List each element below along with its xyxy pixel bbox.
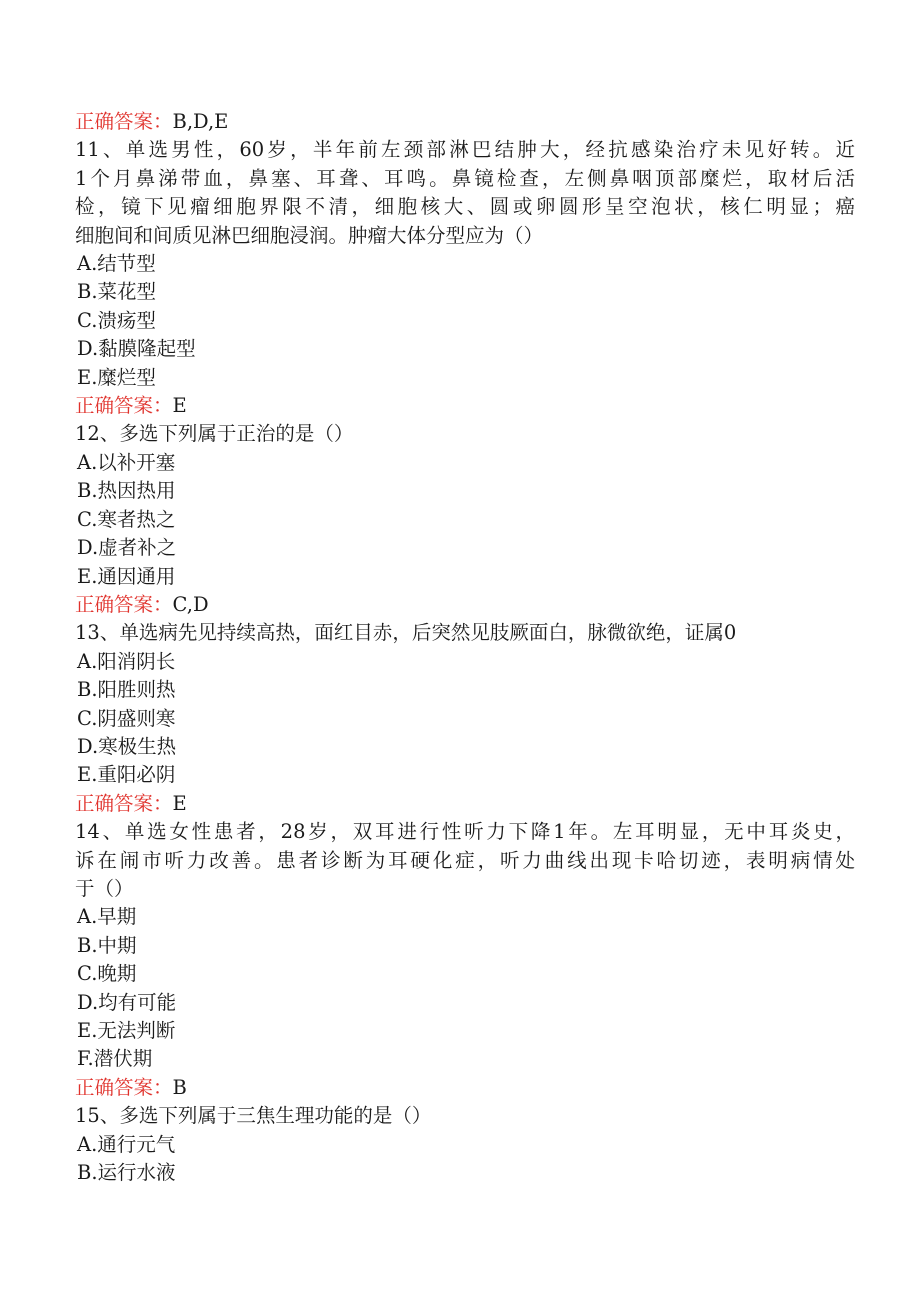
option: A.阳消阴长 <box>77 649 176 673</box>
option: A.以补开塞 <box>77 450 176 474</box>
option: A.早期 <box>77 905 137 929</box>
option: D.均有可能 <box>77 990 177 1014</box>
answer-line <box>75 1074 855 1102</box>
option: A.通行元气 <box>77 1132 176 1156</box>
question-block <box>75 420 855 619</box>
answer-label: 正确答案： <box>75 394 173 418</box>
answer-line <box>75 591 855 619</box>
question-block <box>75 1102 855 1187</box>
question-line: 检，镜下见瘤细胞界限不清，细胞核大、圆或卵圆形呈空泡状，核仁明显；癌 <box>75 195 855 219</box>
question-block <box>75 136 855 420</box>
option: C.阴盛则寒 <box>77 706 176 730</box>
question-block <box>75 818 855 1102</box>
option: B.菜花型 <box>77 280 157 304</box>
option: D.寒极生热 <box>77 734 177 758</box>
question-line: 细胞间和间质见淋巴细胞浸润。肿瘤大体分型应为（） <box>75 223 544 247</box>
question-line: 12、多选下列属于正治的是（） <box>75 422 354 446</box>
document-page <box>75 108 855 1187</box>
option: D.虚者补之 <box>77 536 177 560</box>
answer-label: 正确答案： <box>75 592 173 616</box>
option: B.中期 <box>77 933 137 957</box>
answer-label: 正确答案： <box>75 1075 173 1099</box>
option: A.结节型 <box>77 252 156 276</box>
option: B.运行水液 <box>77 1161 176 1185</box>
option: C.溃疡型 <box>77 308 156 332</box>
question-line: 于（） <box>75 876 134 900</box>
answer-line <box>75 392 855 420</box>
option: F.潜伏期 <box>77 1047 153 1071</box>
answer-value: B <box>172 1075 187 1099</box>
answer-value: C,D <box>172 592 209 616</box>
answer-value: E <box>172 791 187 815</box>
question-line: 15、多选下列属于三焦生理功能的是（） <box>75 1104 432 1128</box>
answer-label: 正确答案： <box>75 110 173 133</box>
option: B.热因热用 <box>77 479 176 503</box>
question-line: 13、单选病先见持续高热，面红目赤，后突然见肢厥面白，脉微欲绝，证属0 <box>75 621 737 645</box>
answer-value: B,D,E <box>172 110 229 133</box>
question-line: 诉在闹市听力改善。患者诊断为耳硬化症，听力曲线出现卡哈切迹，表明病情处 <box>75 848 855 872</box>
question-line: 11、单选男性，60岁，半年前左颈部淋巴结肿大，经抗感染治疗未见好转。近 <box>75 138 855 162</box>
question-line: 14、单选女性患者，28岁，双耳进行性听力下降1年。左耳明显，无中耳炎史， <box>75 820 855 844</box>
answer-line <box>75 108 855 136</box>
option: C.寒者热之 <box>77 507 176 531</box>
option: C.晚期 <box>77 962 137 986</box>
option: E.重阳必阴 <box>77 763 176 787</box>
option: D.黏膜隆起型 <box>77 337 196 361</box>
question-block <box>75 619 855 818</box>
answer-value: E <box>172 394 187 418</box>
question-line: 1个月鼻涕带血，鼻塞、耳聋、耳鸣。鼻镜检查，左侧鼻咽顶部糜烂，取材后活 <box>75 166 855 190</box>
option: E.无法判断 <box>77 1019 176 1042</box>
answer-label: 正确答案： <box>75 791 173 815</box>
option: E.糜烂型 <box>77 365 156 389</box>
answer-line <box>75 790 855 818</box>
option: E.通因通用 <box>77 564 176 588</box>
option: B.阳胜则热 <box>77 678 176 702</box>
